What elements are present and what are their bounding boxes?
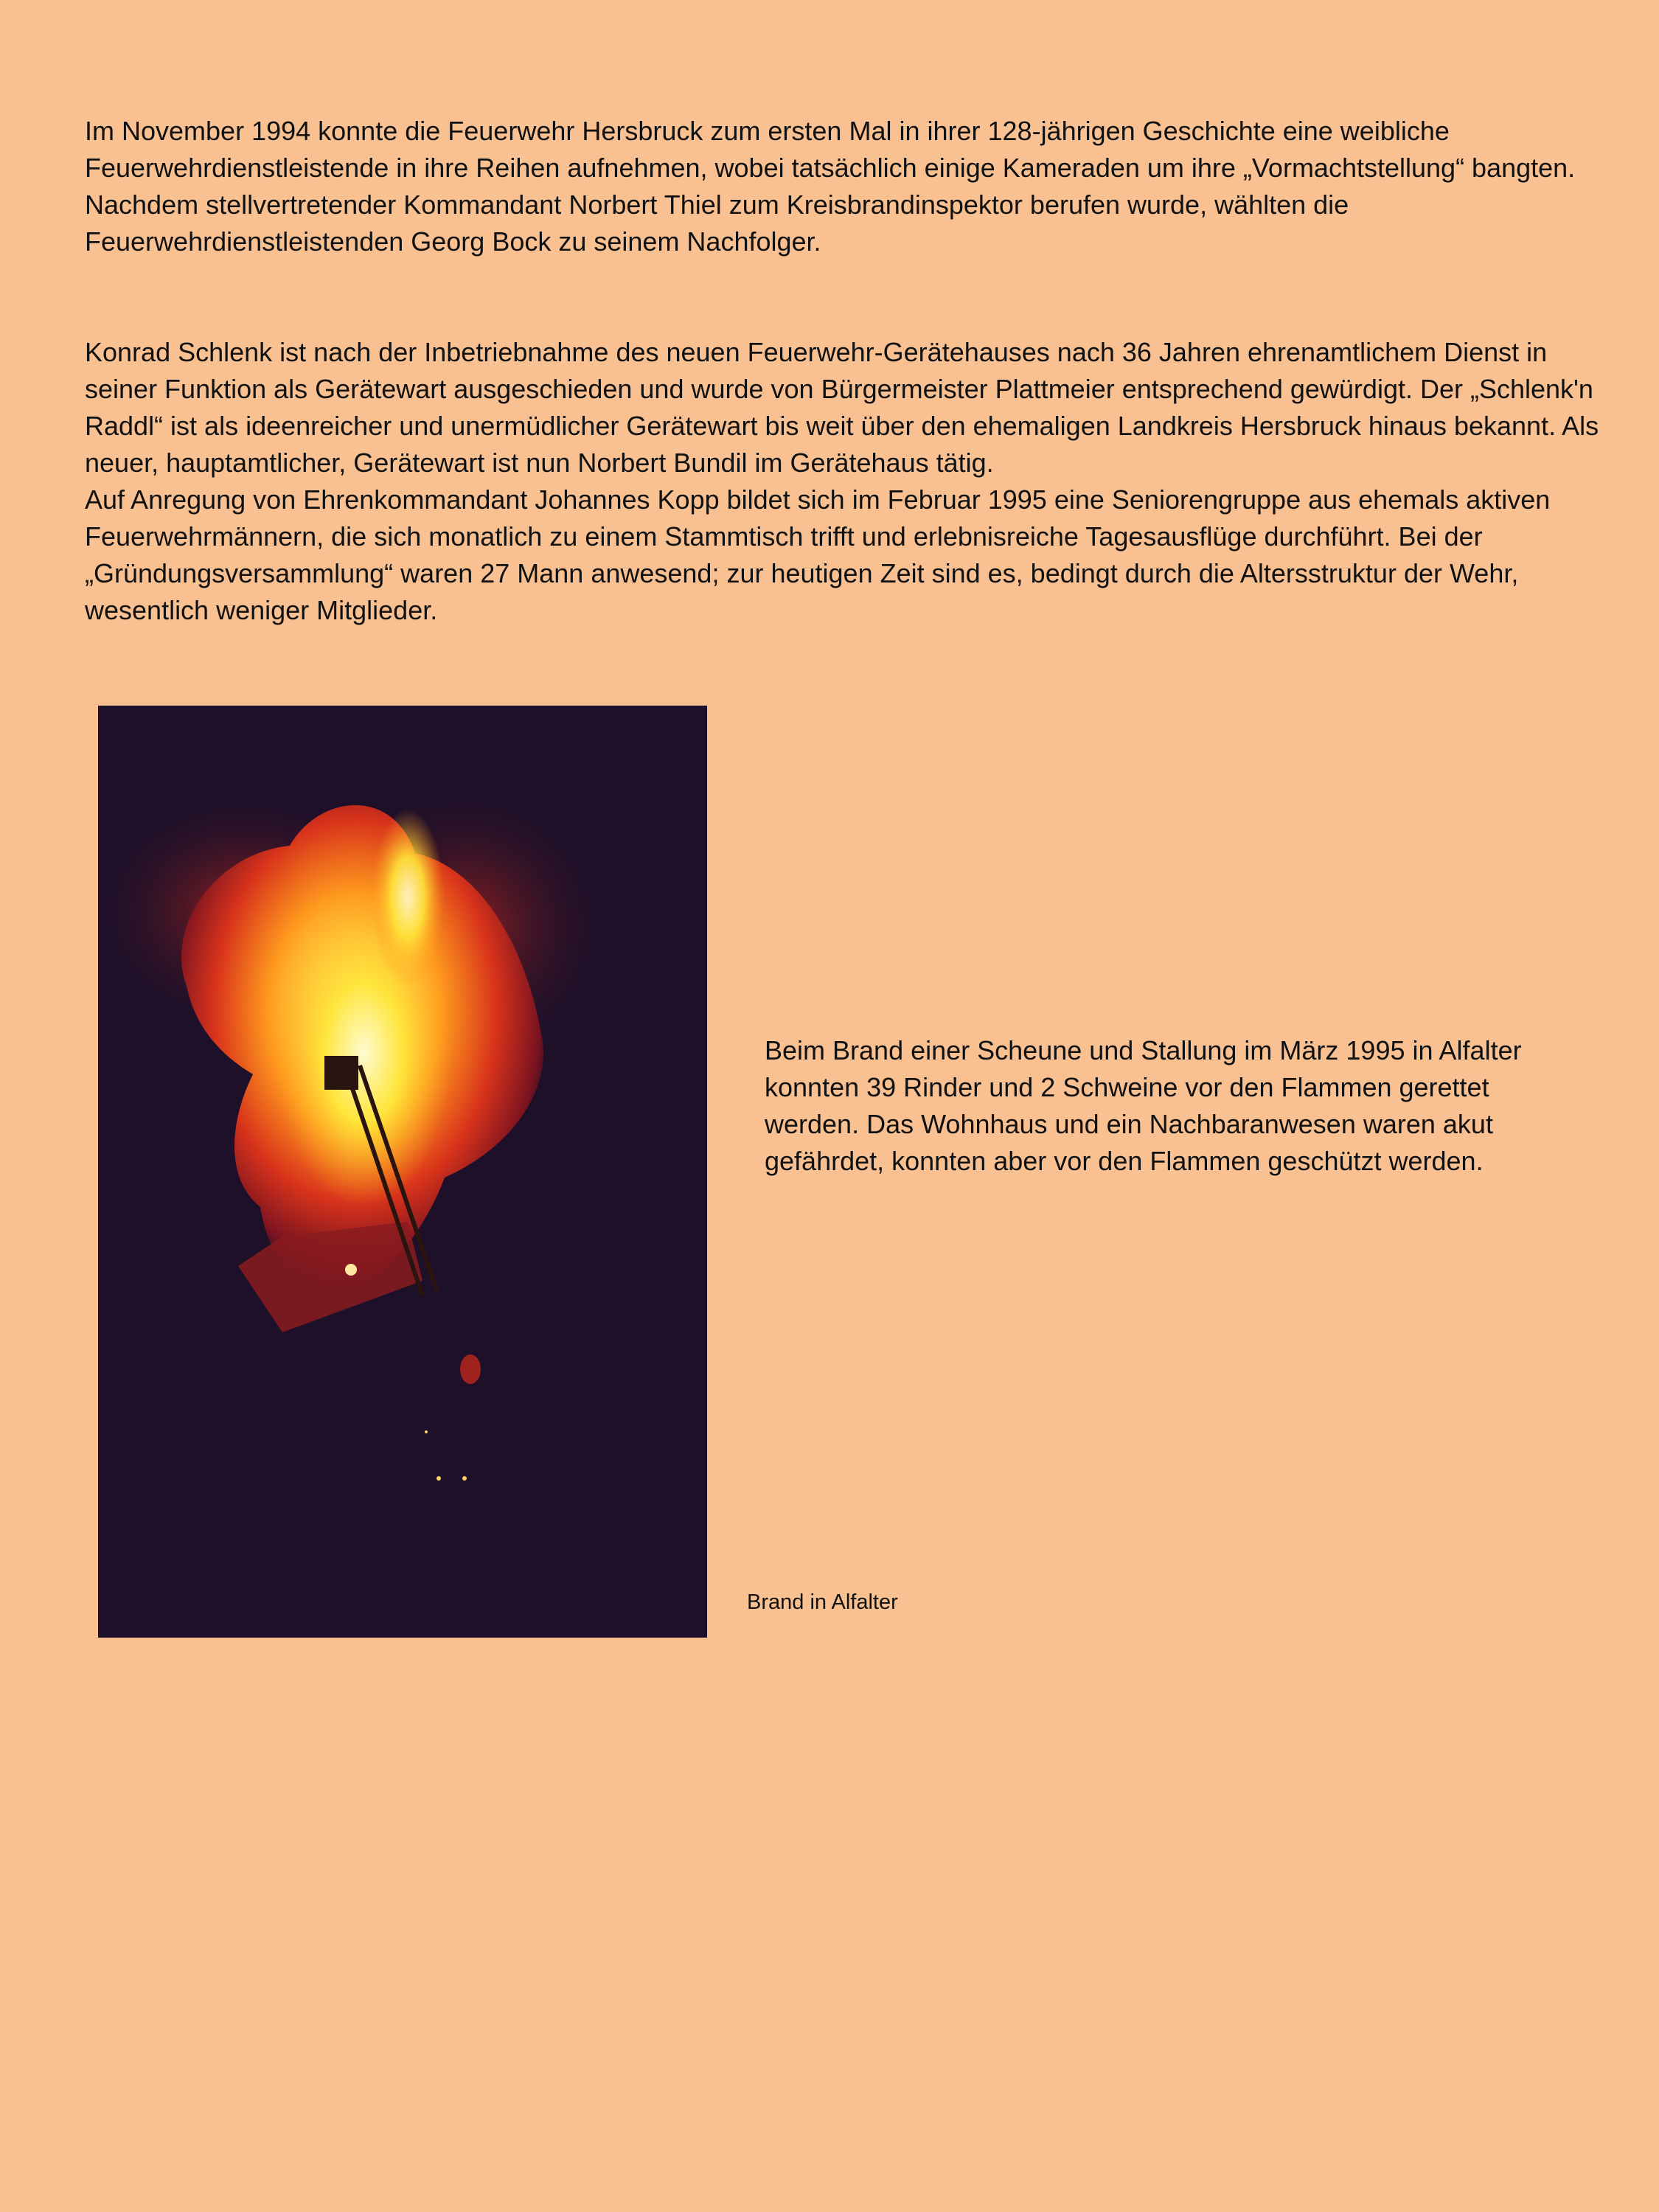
article-section-2 [85, 334, 1604, 629]
photo-caption: Brand in Alfalter [747, 1590, 898, 1614]
paragraph-firefighter-woman: Im November 1994 konnte die Feuerwehr Hersbruck zum ersten Mal in ihrer 128-jährigen Geschichte eine weibliche Feuerwehrdienstleistende in ihre Reihen aufnehmen, wobei tatsächlich einige Kameraden um ihre „Vormachtstellung“ bangten. [85, 116, 1576, 183]
fire-description: Beim Brand einer Scheune und Stallung im März 1995 in Alfalter konnten 39 Rinder und 2 Schweine vor den Flammen gerettet werden. Das Wohnhaus und ein Nachbaranwesen waren akut gefährdet, konnten aber vor den Flammen geschützt werden. [765, 1035, 1522, 1176]
light-point-1 [437, 1476, 441, 1481]
light-point-2 [462, 1476, 467, 1481]
article-section-1 [85, 113, 1604, 260]
street-lamp [345, 1264, 357, 1276]
paragraph-equipment-manager: Konrad Schlenk ist nach der Inbetriebnahme des neuen Feuerwehr-Gerätehauses nach 36 Jahren ehrenamtlichem Dienst in seiner Funktion als Gerätewart ausgeschieden und wurde von Bürgermeister Plattmeier entsprechend gewürdigt. Der „Schlenk'n Raddl“ ist als ideenreicher und unermüdlicher Gerätewart bis weit über den ehemaligen Landkreis Hersbruck hinaus bekannt. Als neuer, hauptamtlicher, Gerätewart ist nun Norbert Bundil im Gerätehaus tätig. [85, 337, 1599, 478]
paragraph-senior-group: Auf Anregung von Ehrenkommandant Johannes Kopp bildet sich im Februar 1995 eine Seniorengruppe aus ehemals aktiven Feuerwehrmännern, die sich monatlich zu einem Stammtisch trifft und erlebnisreiche Tagesausflüge durchführt. Bei der „Gründungsversammlung“ waren 27 Mann anwesend; zur heutigen Zeit sind es, bedingt durch die Altersstruktur der Wehr, wesentlich weniger Mitglieder. [85, 484, 1551, 625]
fire-photo [98, 706, 707, 1638]
paragraph-successor: Nachdem stellvertretender Kommandant Norbert Thiel zum Kreisbrandinspektor berufen wurde, wählten die Feuerwehrdienstleistenden Georg Bock zu seinem Nachfolger. [85, 189, 1349, 257]
light-point-3 [425, 1430, 428, 1433]
fire-tongue [371, 809, 445, 986]
ember-glow [460, 1354, 481, 1384]
